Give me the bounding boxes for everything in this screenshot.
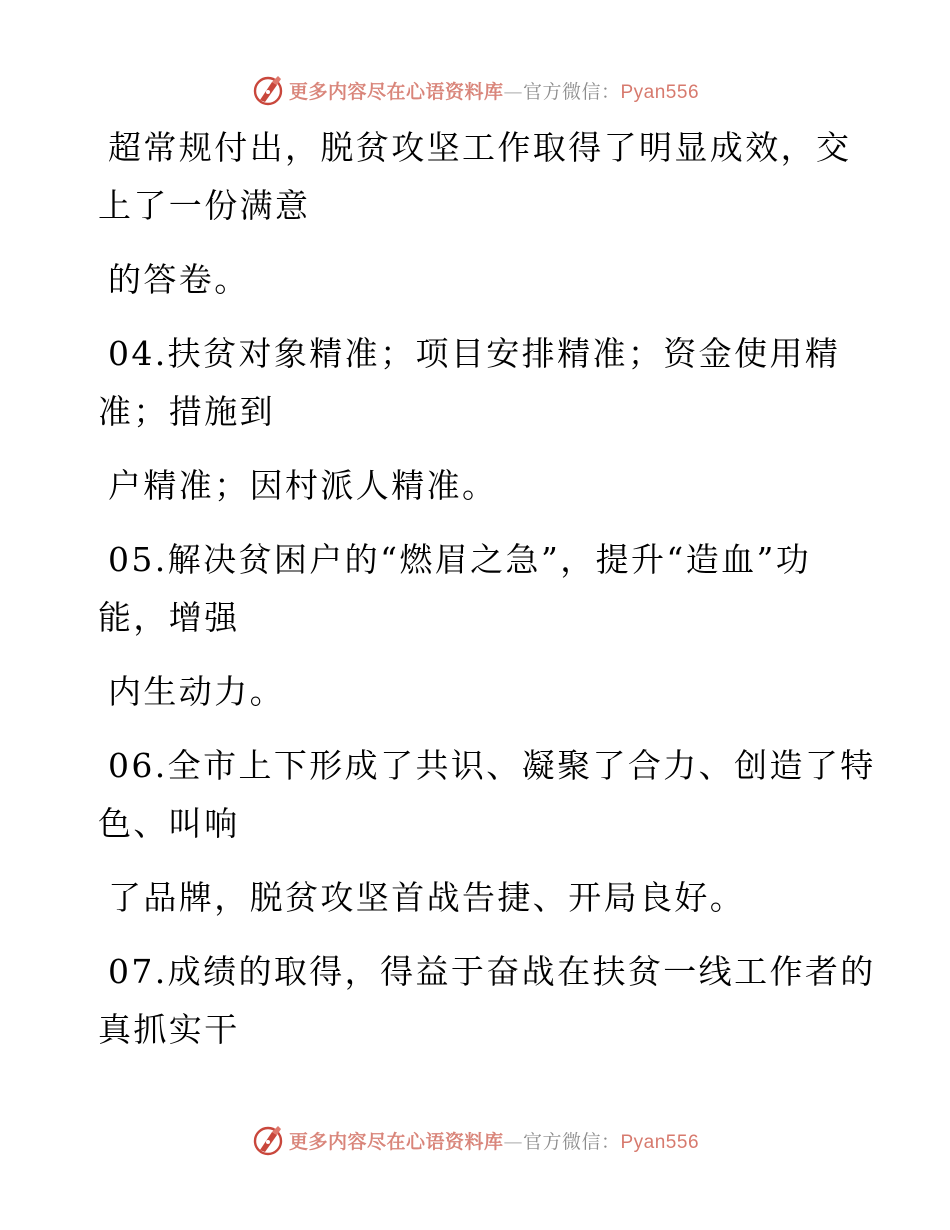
text-line: 上了一份满意 bbox=[98, 186, 311, 225]
footer-watermark bbox=[0, 1120, 950, 1160]
text-line: 的答卷。 bbox=[108, 260, 250, 299]
text-line: 户精准；因村派人精准。 bbox=[108, 466, 498, 505]
text-line: 色、叫响 bbox=[98, 804, 240, 843]
header-watermark bbox=[0, 70, 950, 110]
watermark-separator: — bbox=[503, 80, 523, 103]
watermark-main-text: 更多内容尽在心语资料库 bbox=[288, 1130, 504, 1153]
watermark-wechat-id: Pyan556 bbox=[620, 1131, 700, 1153]
text-line: 超常规付出，脱贫攻坚工作取得了明显成效，交 bbox=[108, 128, 852, 167]
text-line: 了品牌，脱贫攻坚首战告捷、开局良好。 bbox=[108, 878, 746, 917]
watermark-main-text: 更多内容尽在心语资料库 bbox=[288, 80, 504, 103]
text-line: 06.全市上下形成了共识、凝聚了合力、创造了特 bbox=[108, 746, 876, 785]
pen-nib-circle-icon bbox=[251, 73, 285, 107]
text-line: 07.成绩的取得，得益于奋战在扶贫一线工作者的 bbox=[108, 952, 876, 991]
watermark-separator: — bbox=[503, 1130, 523, 1153]
watermark-wechat-id: Pyan556 bbox=[620, 81, 700, 103]
pen-nib-circle-icon bbox=[251, 1123, 285, 1157]
text-line: 真抓实干 bbox=[98, 1010, 240, 1049]
text-line: 05.解决贫困户的“燃眉之急”，提升“造血”功 bbox=[108, 540, 812, 579]
text-line: 准；措施到 bbox=[98, 392, 275, 431]
watermark-label: 官方微信： bbox=[522, 1130, 621, 1153]
text-line: 04.扶贫对象精准；项目安排精准；资金使用精 bbox=[108, 334, 841, 373]
text-line: 能，增强 bbox=[98, 598, 240, 637]
watermark-label: 官方微信： bbox=[522, 80, 621, 103]
text-line: 内生动力。 bbox=[108, 672, 285, 711]
